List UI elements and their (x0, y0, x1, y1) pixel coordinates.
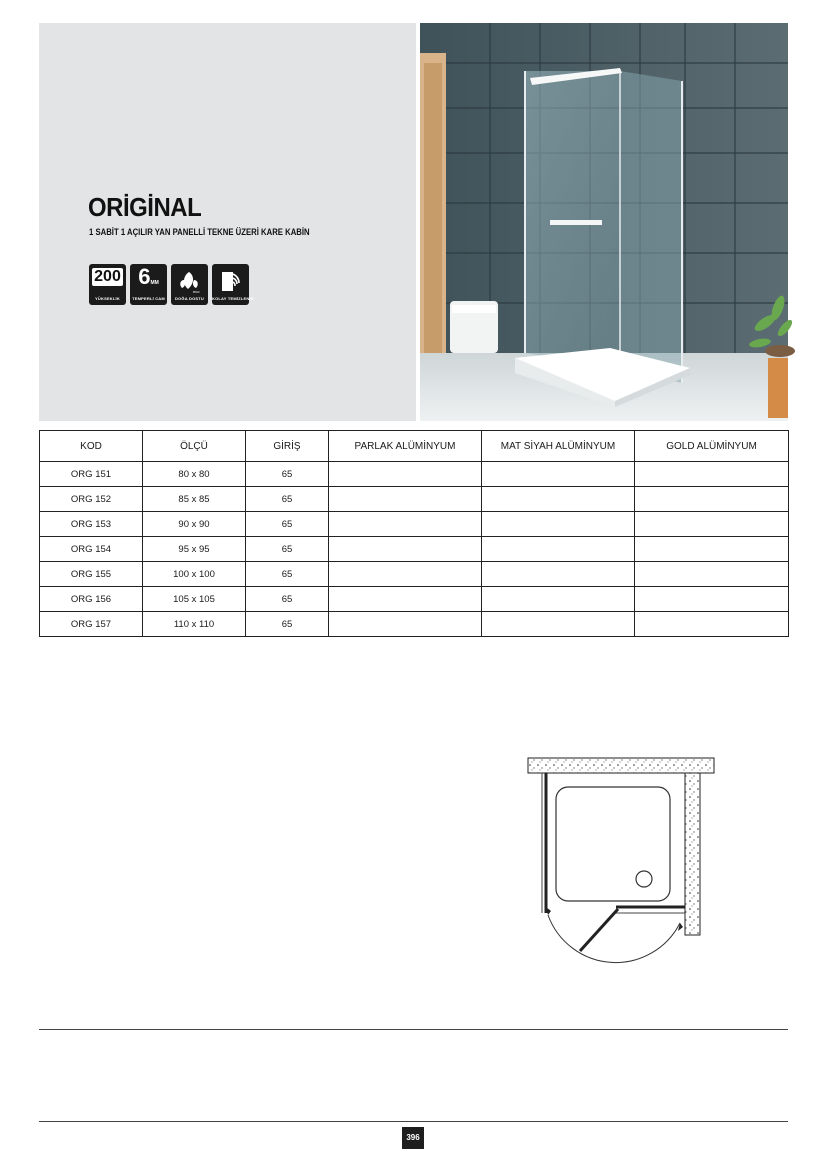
cell-kod: ORG 154 (40, 537, 143, 562)
cell-olcu: 105 x 105 (143, 587, 246, 612)
glass-thickness-badge (130, 264, 167, 305)
cell-mat-siyah (482, 487, 635, 512)
cell-giris: 65 (246, 537, 329, 562)
cell-giris: 65 (246, 462, 329, 487)
cell-parlak (329, 562, 482, 587)
cell-gold (635, 512, 789, 537)
cell-parlak (329, 612, 482, 637)
floor-plan-diagram (520, 755, 720, 975)
divider-line (39, 1029, 788, 1030)
feature-badges (89, 264, 254, 305)
page-number: 396 (402, 1127, 424, 1149)
cell-parlak (329, 487, 482, 512)
cell-mat-siyah (482, 512, 635, 537)
cell-mat-siyah (482, 587, 635, 612)
cell-gold (635, 487, 789, 512)
cell-olcu: 85 x 85 (143, 487, 246, 512)
cell-kod: ORG 157 (40, 612, 143, 637)
header-mat-siyah-aluminyum: MAT SİYAH ALÜMİNYUM (482, 431, 635, 462)
cell-kod: ORG 152 (40, 487, 143, 512)
cell-parlak (329, 537, 482, 562)
cell-gold (635, 537, 789, 562)
cell-gold (635, 562, 789, 587)
product-subtitle: 1 SABİT 1 AÇILIR YAN PANELLİ TEKNE ÜZERİ KARE KABİN (89, 227, 310, 237)
cell-kod: ORG 153 (40, 512, 143, 537)
cell-giris: 65 (246, 512, 329, 537)
easy-clean-caption: KOLAY TEMİZLENİR (212, 296, 254, 301)
cell-giris: 65 (246, 562, 329, 587)
cell-olcu: 80 x 80 (143, 462, 246, 487)
cell-parlak (329, 512, 482, 537)
easy-clean-icon (212, 266, 249, 296)
cell-gold (635, 462, 789, 487)
header-gold-aluminyum: GOLD ALÜMİNYUM (635, 431, 789, 462)
cell-gold (635, 587, 789, 612)
header-giris: GİRİŞ (246, 431, 329, 462)
svg-text:eco: eco (193, 289, 200, 294)
table-row (40, 562, 789, 587)
cell-giris: 65 (246, 487, 329, 512)
cell-kod: ORG 156 (40, 587, 143, 612)
cell-parlak (329, 587, 482, 612)
shower-cabin-photo (420, 23, 788, 421)
table-header-row (40, 431, 789, 462)
height-badge (89, 264, 126, 305)
footer-line (39, 1121, 788, 1122)
table-row (40, 487, 789, 512)
cell-kod: ORG 151 (40, 462, 143, 487)
product-spec-table (39, 430, 789, 637)
glass-thickness-caption: TEMPERLİ CAM (132, 296, 165, 301)
header-parlak-aluminyum: PARLAK ALÜMİNYUM (329, 431, 482, 462)
height-value: 200 (92, 268, 123, 286)
cell-olcu: 90 x 90 (143, 512, 246, 537)
eco-leaf-icon (171, 266, 208, 296)
table-row (40, 612, 789, 637)
cell-olcu: 110 x 110 (143, 612, 246, 637)
product-title: ORİGİNAL (88, 192, 202, 222)
height-caption: YÜKSEKLİK (95, 296, 120, 301)
glass-thickness-value: 6MM (138, 264, 159, 289)
cell-olcu: 95 x 95 (143, 537, 246, 562)
table-row (40, 512, 789, 537)
cell-mat-siyah (482, 562, 635, 587)
table-row (40, 462, 789, 487)
eco-badge (171, 264, 208, 305)
cell-mat-siyah (482, 462, 635, 487)
table-row (40, 537, 789, 562)
cell-olcu: 100 x 100 (143, 562, 246, 587)
cell-kod: ORG 155 (40, 562, 143, 587)
cell-mat-siyah (482, 537, 635, 562)
cell-parlak (329, 462, 482, 487)
eco-caption: DOĞA DOSTU (175, 296, 204, 301)
cell-gold (635, 612, 789, 637)
table-row (40, 587, 789, 612)
cell-giris: 65 (246, 612, 329, 637)
easy-clean-badge (212, 264, 254, 305)
cell-giris: 65 (246, 587, 329, 612)
cell-mat-siyah (482, 612, 635, 637)
header-olcu: ÖLÇÜ (143, 431, 246, 462)
header-kod: KOD (40, 431, 143, 462)
